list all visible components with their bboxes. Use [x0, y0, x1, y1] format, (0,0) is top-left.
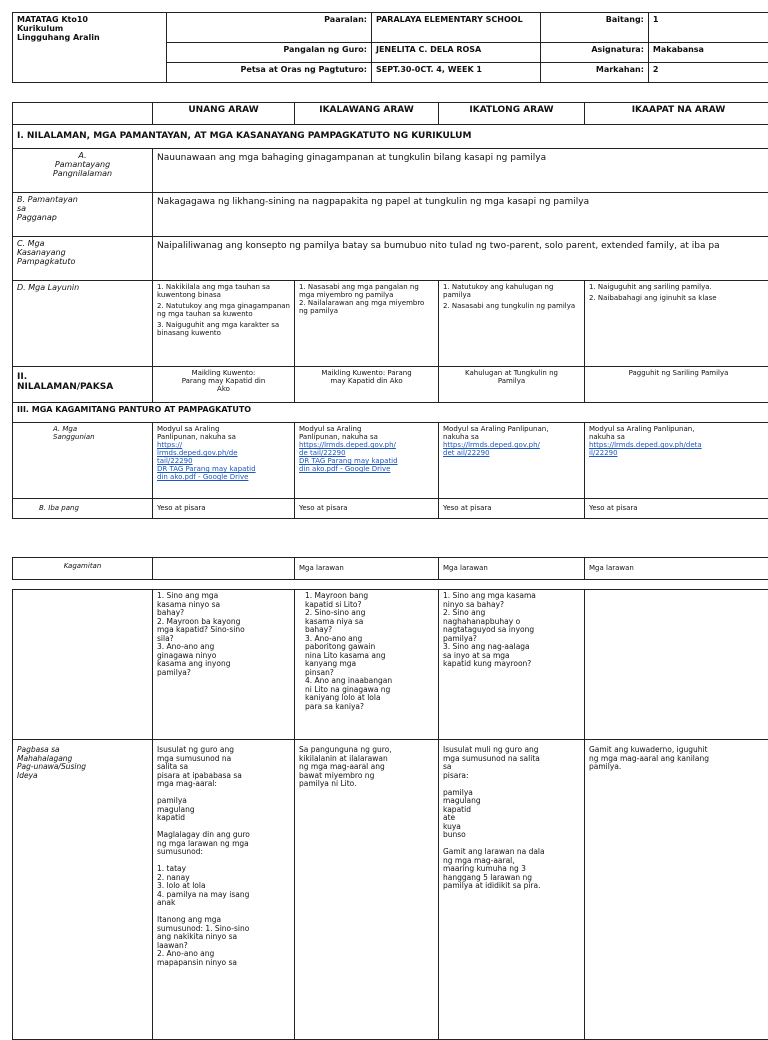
- sanggunian-text: Modyul sa Araling Panlipunan, nakuha sa: [589, 425, 768, 441]
- layunin-cell: [153, 281, 295, 367]
- guro-label: Pangalan ng Guro:: [166, 43, 371, 63]
- petsa-label: Petsa at Oras ng Pagtuturo:: [166, 63, 371, 83]
- pagbasa-label: Pagbasa sa Mahahalagang Pag-unawa/Susing Ideya: [13, 740, 153, 1040]
- paksa-cell: Maikling Kuwento: Parang may Kapatid din Ako: [153, 367, 295, 403]
- sanggunian-text: Modyul sa Araling Panlipunan, nakuha sa: [157, 425, 290, 441]
- layunin-item: 1. Nasasabi ang mga pangalan ng mga miyembro ng pamilya: [299, 283, 434, 299]
- guro-value: JENELITA C. DELA ROSA: [371, 43, 540, 63]
- kagamitan-table: [12, 557, 768, 580]
- asignatura-label: Asignatura:: [541, 43, 649, 63]
- row-d-label: D. Mga Layunin: [13, 281, 153, 367]
- paksa-cell: Kahulugan at Tungkulin ng Pamilya: [439, 367, 585, 403]
- sanggunian-label: A. Mga Sanggunian: [13, 423, 153, 499]
- baitang-value: 1: [648, 13, 768, 43]
- kagamitan-cell: [153, 558, 295, 580]
- row-b-text: Nakagagawa ng likhang-sining na nagpapakita ng papel at tungkulin ng mga kasapi ng pamilya: [153, 193, 768, 237]
- lesson-table: [12, 102, 768, 519]
- questions-cell: 1. Mayroon bang kapatid si Lito? 2. Sino-sino ang kasama niya sa bahay? 3. Ano-ano ang paboritong gawain nina Lito kasama ang kanyang mga pinsan? 4. Ano ang inaabangan ni Lito na ginagawa ng kaniyang lolo at lola para sa kaniya?: [295, 590, 439, 740]
- corner-cell: [13, 103, 153, 125]
- row-a-text: Nauunawaan ang mga bahaging ginagampanan at tungkulin bilang kasapi ng pamilya: [153, 149, 768, 193]
- row-b-label: B. Pamantayan sa Pagganap: [13, 193, 153, 237]
- lrmds-link[interactable]: https:// lrmds.deped.gov.ph/de tail/22290: [157, 441, 290, 465]
- layunin-cell: [295, 281, 439, 367]
- questions-label-cell: [13, 590, 153, 740]
- row-c-text: Naipaliliwanag ang konsepto ng pamilya batay sa bumubuo nito tulad ng two-parent, solo parent, extended family, at iba pa: [153, 237, 768, 281]
- day-header: IKALAWANG ARAW: [295, 103, 439, 125]
- layunin-cell: [585, 281, 768, 367]
- kagamitan-cell: Mga larawan: [439, 558, 585, 580]
- markahan-value: 2: [648, 63, 768, 83]
- document-title: MATATAG Kto10 Kurikulum Lingguhang Aralin: [13, 13, 167, 83]
- layunin-item: 1. Natutukoy ang kahulugan ng pamilya: [443, 283, 580, 299]
- layunin-item: 2. Natutukoy ang mga ginagampanan ng mga tauhan sa kuwento: [157, 302, 290, 318]
- row-c-label: C. Mga Kasanayang Pampagkatuto: [13, 237, 153, 281]
- lrmds-link[interactable]: https://lrmds.deped.gov.ph/ de tail/22290: [299, 441, 434, 457]
- ibapang-cell: Yeso at pisara: [295, 499, 439, 519]
- questions-cell: 1. Sino ang mga kasama ninyo sa bahay? 2. Sino ang naghahanapbuhay o nagtataguyod sa inyong pamilya? 3. Sino ang nag-aalaga sa inyo at sa mga kapatid kung mayroon?: [439, 590, 585, 740]
- layunin-item: 1. Nakikilala ang mga tauhan sa kuwentong binasa: [157, 283, 290, 299]
- ibapang-label: B. Iba pang: [13, 499, 153, 519]
- day-header: IKAAPAT NA ARAW: [585, 103, 768, 125]
- paaralan-label: Paaralan:: [166, 13, 371, 43]
- sanggunian-text: Modyul sa Araling Panlipunan, nakuha sa: [299, 425, 434, 441]
- pagbasa-cell: Sa pangunguna ng guro, kikilalanin at ilalarawan ng mga mag-aaral ang bawat miyembro ng pamilya ni Lito.: [295, 740, 439, 1040]
- day-header: IKATLONG ARAW: [439, 103, 585, 125]
- section3-title: III. MGA KAGAMITANG PANTURO AT PAMPAGKATUTO: [13, 403, 768, 423]
- questions-cell: [585, 590, 768, 740]
- section2-label: II. NILALAMAN/PAKSA: [13, 367, 153, 403]
- layunin-item: 2. Nasasabi ang tungkulin ng pamilya: [443, 302, 580, 310]
- sanggunian-cell: [585, 423, 768, 499]
- row-a-label: A. Pamantayang Pangnilalaman: [13, 149, 153, 193]
- sanggunian-cell: [295, 423, 439, 499]
- kagamitan-cell: Mga larawan: [585, 558, 768, 580]
- pagbasa-cell: Isusulat muli ng guro ang mga sumusunod na salita sa pisara: pamilya magulang kapatid ate kuya bunso Gamit ang larawan na dala ng mga mag-aaral, maaring kumuha ng 3 hanggang 5 larawan ng pamilya at ididikit sa pira.: [439, 740, 585, 1040]
- paksa-cell: Maikling Kuwento: Parang may Kapatid din Ako: [295, 367, 439, 403]
- asignatura-value: Makabansa: [648, 43, 768, 63]
- drive-link[interactable]: DR TAG Parang may kapatid din ako.pdf - Google Drive: [157, 465, 290, 481]
- ibapang-cell: Yeso at pisara: [153, 499, 295, 519]
- kagamitan-cell: Mga larawan: [295, 558, 439, 580]
- paaralan-value: PARALAYA ELEMENTARY SCHOOL: [371, 13, 540, 43]
- layunin-item: 2. Naibabahagi ang iginuhit sa klase: [589, 294, 768, 302]
- ibapang-cell: Yeso at pisara: [585, 499, 768, 519]
- markahan-label: Markahan:: [541, 63, 649, 83]
- sanggunian-text: Modyul sa Araling Panlipunan, nakuha sa: [443, 425, 580, 441]
- pagbasa-cell: Gamit ang kuwaderno, iguguhit ng mga mag-aaral ang kanilang pamilya.: [585, 740, 768, 1040]
- layunin-item: 2. Nailalarawan ang mga miyembro ng pamilya: [299, 299, 434, 315]
- layunin-item: 3. Naiguguhit ang mga karakter sa binasang kuwento: [157, 321, 290, 337]
- header-table: [12, 12, 768, 83]
- activities-table: [12, 589, 768, 1040]
- questions-cell: 1. Sino ang mga kasama ninyo sa bahay? 2. Mayroon ba kayong mga kapatid? Sino-sino sila? 3. Ano-ano ang ginagawa ninyo kasama ang inyong pamilya?: [153, 590, 295, 740]
- sanggunian-cell: [153, 423, 295, 499]
- petsa-value: SEPT.30-0CT. 4, WEEK 1: [371, 63, 540, 83]
- lrmds-link[interactable]: https://lrmds.deped.gov.ph/ det ail/22290: [443, 441, 580, 457]
- pagbasa-cell: Isusulat ng guro ang mga sumusunod na salita sa pisara at ipababasa sa mga mag-aaral: pamilya magulang kapatid Maglalagay din ang guro ng mga larawan ng mga sumusunod: 1. tatay 2. nanay 3. lolo at lola 4. pamilya na may isang anak Itanong ang mga sumusunod: 1. Sino-sino ang nakikita ninyo sa laawan? 2. Ano-ano ang mapapansin ninyo sa: [153, 740, 295, 1040]
- section1-title: I. NILALAMAN, MGA PAMANTAYAN, AT MGA KASANAYANG PAMPAGKATUTO NG KURIKULUM: [13, 125, 768, 149]
- ibapang-cell: Yeso at pisara: [439, 499, 585, 519]
- paksa-cell: Pagguhit ng Sariling Pamilya: [585, 367, 768, 403]
- sanggunian-cell: [439, 423, 585, 499]
- layunin-item: 1. Naiguguhit ang sariling pamilya.: [589, 283, 768, 291]
- drive-link[interactable]: DR TAG Parang may kapatid din ako.pdf - Google Drive: [299, 457, 434, 473]
- baitang-label: Baitang:: [541, 13, 649, 43]
- kagamitan-label: Kagamitan: [13, 558, 153, 580]
- lrmds-link[interactable]: https://lrmds.deped.gov.ph/deta il/22290: [589, 441, 768, 457]
- day-header: UNANG ARAW: [153, 103, 295, 125]
- layunin-cell: [439, 281, 585, 367]
